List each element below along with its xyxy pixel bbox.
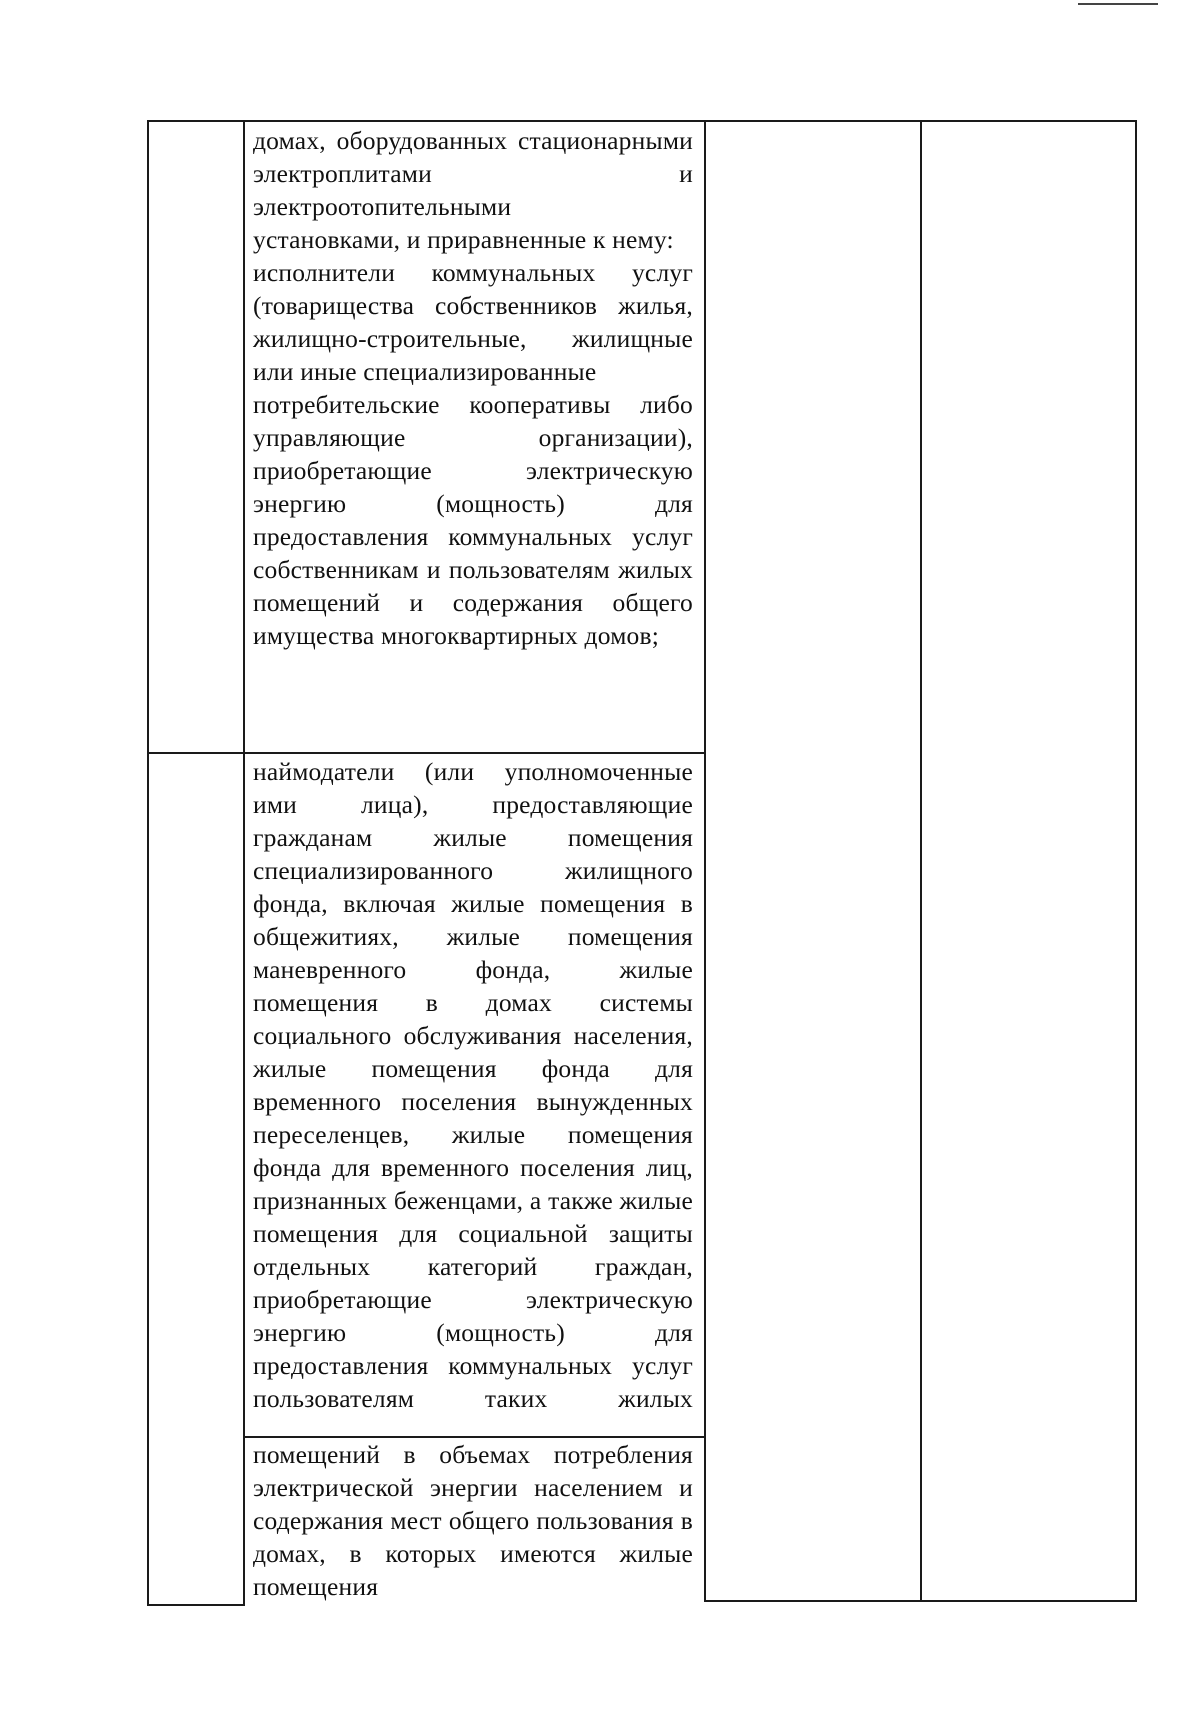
column-divider-2: [704, 120, 706, 1602]
row-2-text: [253, 755, 693, 1415]
table-left-border: [147, 120, 149, 1606]
row-2-paragraph-1: наймодатели (или уполномоченные ими лица), предоставляющие гражданам жилые помещения специализированного жилищного фонда, включая жилые помещения в общежитиях, жилые помещения маневренного фонда, жилые помещения в домах системы социального обслуживания населения, жилые помещения фонда для временного поселения вынужденных переселенцев, жилые помещения фонда для временного поселения лиц, признанных беженцами, а также жилые помещения для социальной защиты отдельных категорий граждан, приобретающие электрическую энергию (мощность) для предоставления коммунальных услуг пользователям таких жилых: [253, 757, 693, 1413]
table-right-border: [1135, 120, 1137, 1602]
column-divider-1: [243, 120, 245, 1606]
table-bottom-border-left: [147, 1604, 243, 1606]
column-divider-3: [920, 120, 922, 1602]
row-1-paragraph-1: домах, оборудованных стационарными электроплитами и электроотопительными: [253, 126, 693, 221]
table-top-border: [147, 120, 1137, 122]
row-1-text: [253, 124, 693, 652]
row-1-paragraph-2: установками, и приравненные к нему:: [253, 225, 674, 254]
row-1-paragraph-4: потребительские кооперативы либо управляющие организации), приобретающие электрическую энергию (мощность) для предоставления коммунальных услуг собственникам и пользователям жилых помещений и содержания общего имущества многоквартирных домов;: [253, 390, 693, 650]
row-divider-1: [147, 752, 704, 754]
row-3-text: [253, 1438, 693, 1603]
row-3-paragraph-1: помещений в объемах потребления электрической энергии населением и содержания мест общего пользования в домах, в которых имеются жилые помещения: [253, 1440, 693, 1601]
row-1-paragraph-3: исполнители коммунальных услуг (товарищества собственников жилья, жилищно-строительные, жилищные или иные специализированные: [253, 258, 693, 386]
